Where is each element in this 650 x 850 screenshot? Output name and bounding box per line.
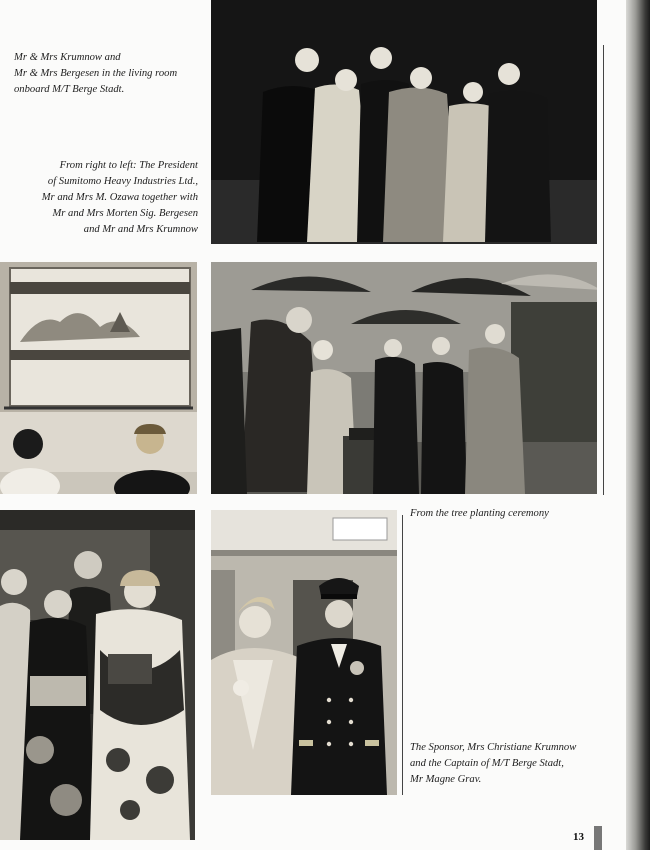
caption-living-room: Mr & Mrs Krumnow and Mr & Mrs Bergesen in the living room onboard M/T Berge Stadt. (14, 52, 178, 95)
caption-sponsor: The Sponsor, Mrs Christiane Krumnow and the Captain of M/T Berge Stadt, Mr Magne Grav. (410, 742, 577, 785)
photo-group-night (211, 0, 597, 244)
column-rule-lower (402, 515, 403, 795)
column-rule-upper (603, 45, 604, 495)
page-number: 13 (573, 831, 584, 843)
photo-scroll-painting (0, 262, 197, 494)
caption-tree-planting: From the tree planting ceremony (410, 508, 549, 519)
photo-kimono-group (0, 510, 195, 840)
page-edge-shadow (626, 0, 650, 850)
caption-president: From right to left: The President of Sumitomo Heavy Industries Ltd., Mr and Mrs M. Ozawa together with Mr and Mrs Morten Sig. Bergesen and Mr and Mrs Krumnow (41, 160, 198, 235)
page-number-bar (594, 826, 602, 850)
photo-tree-planting (211, 262, 597, 494)
photo-sponsor-captain (211, 510, 397, 795)
